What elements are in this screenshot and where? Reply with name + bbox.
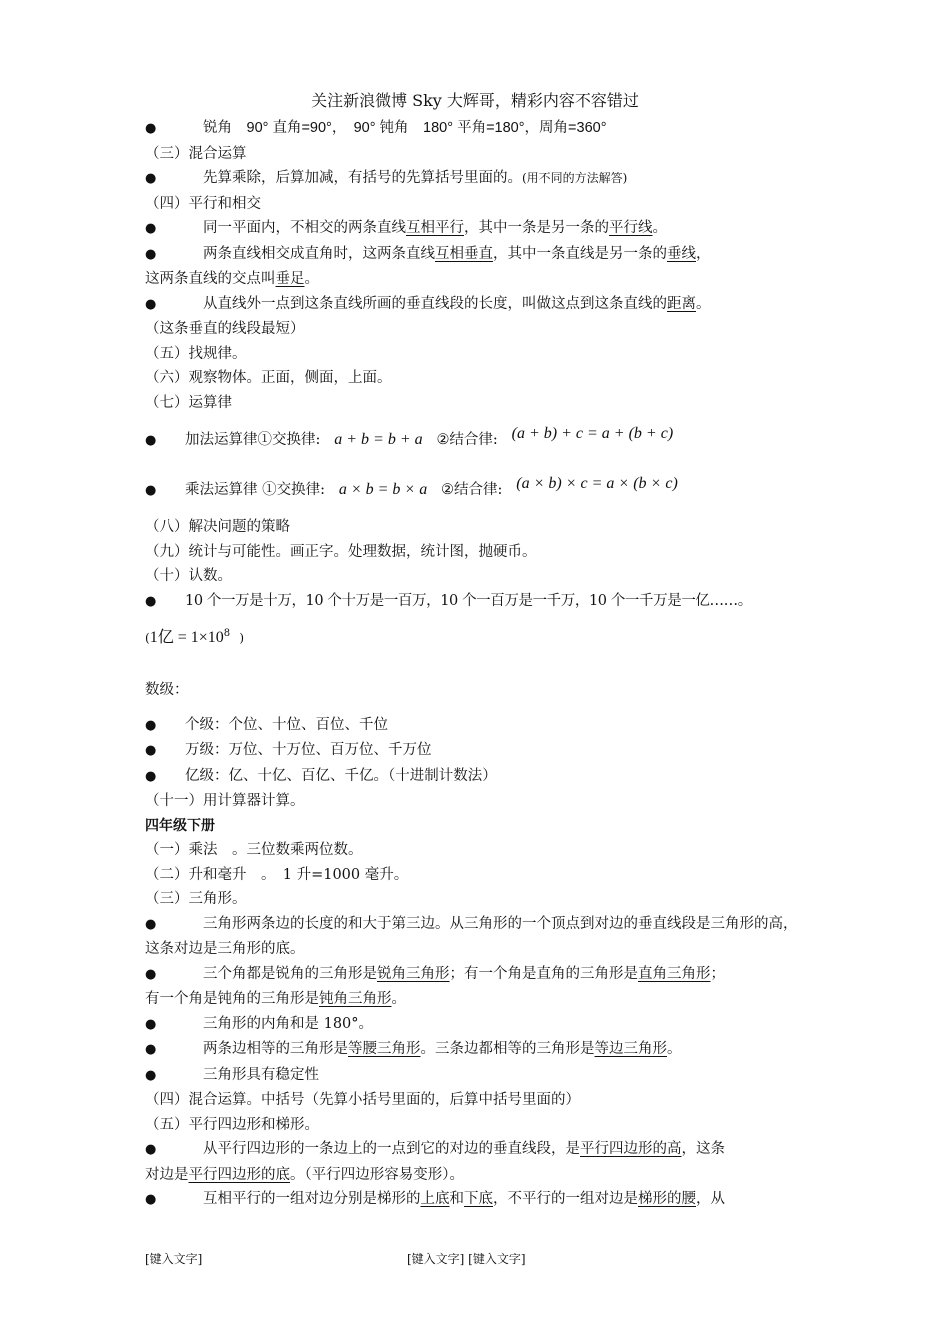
list-item: ● 万级：万位、十万位、百万位、千万位 xyxy=(145,738,810,764)
list-item-continuation: 这两条直线的交点叫垂足。 xyxy=(145,271,319,287)
bullet-icon: ● xyxy=(145,171,157,186)
list-item: ● 互相平行的一组对边分别是梯形的上底和下底，不平行的一组对边是梯形的腰，从 xyxy=(145,1187,810,1213)
note: （这条垂直的线段最短） xyxy=(145,321,305,337)
formula: 1亿 = 1×10 xyxy=(149,628,224,646)
section-heading: （三）三角形。 xyxy=(145,891,247,907)
section-heading: （六）观察物体。正面，侧面，上面。 xyxy=(145,370,392,386)
hundred-million-formula: (1亿 = $1\times 10^8$ ) xyxy=(145,628,245,646)
angle-definitions: ● 锐角 90° 直角=90°， 90° 钝角 180° 平角=180°，周角=360° xyxy=(145,116,810,142)
page-header: 关注新浪微博 Sky 大辉哥，精彩内容不容错过 xyxy=(311,91,639,110)
bullet-icon: ● xyxy=(145,717,157,733)
bullet-icon: ● xyxy=(145,916,157,932)
list-item: ● 从直线外一点到这条直线所画的垂直线段的长度，叫做这点到这条直线的距离。 xyxy=(145,292,810,318)
bullet-icon: ● xyxy=(145,1042,157,1057)
list-item: ● 两条边相等的三角形是等腰三角形。三条边都相等的三角形是等边三角形。 xyxy=(145,1037,810,1063)
section-heading: （三）混合运算 xyxy=(145,145,247,162)
bullet-icon: ● xyxy=(145,221,157,236)
bullet-icon: ● xyxy=(145,1067,157,1083)
section-heading: （九）统计与可能性。画正字。处理数据，统计图，抛硬币。 xyxy=(145,543,537,560)
list-item: ● 10 个一万是十万，10 个十万是一百万，10 个一百万是一千万，10 个一千万是一亿……。 xyxy=(145,589,810,615)
bullet-icon: ● xyxy=(145,296,157,312)
list-item: ● 亿级：亿、十亿、百亿、千亿。（十进制计数法） xyxy=(145,764,810,790)
formula: a + b = b + a xyxy=(334,431,423,448)
section-heading: （一）乘法 。三位数乘两位数。 xyxy=(145,842,363,858)
bullet-icon: ● xyxy=(145,433,157,448)
list-item-continuation: 对边是平行四边形的底。（平行四边形容易变形）。 xyxy=(145,1166,464,1183)
bullet-icon: ● xyxy=(145,768,157,784)
list-item: ● 先算乘除，后算加减，有括号的先算括号里面的。(用不同的方法解答) xyxy=(145,166,810,192)
list-item-continuation: 有一个角是钝角的三角形是钝角三角形。 xyxy=(145,991,406,1007)
list-item: ● 三角形的内角和是 180°。 xyxy=(145,1012,810,1038)
bullet-icon: ● xyxy=(145,966,157,982)
list-item: ● 三角形两条边的长度的和大于第三边。从三角形的一个顶点到对边的垂直线段是三角形的高，这条对边是三角形的底。 xyxy=(145,912,810,962)
footer-center[interactable]: [键入文字] [键入文字] xyxy=(407,1252,526,1266)
footer-left[interactable]: [键入文字] xyxy=(145,1252,203,1266)
list-item: ● 三个角都是锐角的三角形是锐角三角形；有一个角是直角的三角形是直角三角形； xyxy=(145,962,810,988)
section-heading: （五）平行四边形和梯形。 xyxy=(145,1116,319,1133)
section-heading: （七）运算律 xyxy=(145,394,232,411)
section-heading: （四）平行和相交 xyxy=(145,195,261,212)
list-item: ● 从平行四边形的一条边上的一点到它的对边的垂直线段，是平行四边形的高，这条 xyxy=(145,1137,810,1163)
bullet-icon: ● xyxy=(145,1016,157,1032)
section-heading: （十）认数。 xyxy=(145,568,232,584)
bullet-icon: ● xyxy=(145,483,157,498)
multiplication-law: ● 乘法运算律 ①交换律: a × b = b × a ②结合律: (a × b) × c = a × (b × c) xyxy=(145,465,810,515)
section-heading: （四）混合运算。中括号（先算小括号里面的，后算中括号里面的） xyxy=(145,1092,580,1108)
addition-law: ● 加法运算律①交换律: a + b = b + a ②结合律: (a + b) + c = a + (b + c) xyxy=(145,415,810,465)
list-item: ● 个级：个位、十位、百位、千位 xyxy=(145,713,810,739)
list-item: ● 三角形具有稳定性 xyxy=(145,1063,810,1089)
section-heading: （五）找规律。 xyxy=(145,345,247,362)
section-heading: （八）解决问题的策略 xyxy=(145,519,290,535)
bullet-icon: ● xyxy=(145,1192,157,1207)
bullet-icon: ● xyxy=(145,743,157,758)
formula: a × b = b × a xyxy=(338,481,428,498)
document-body xyxy=(145,116,810,1213)
bullet-icon: ● xyxy=(145,246,157,262)
list-item: ● 同一平面内，不相交的两条直线互相平行，其中一条是另一条的平行线。 xyxy=(145,216,810,242)
bullet-icon: ● xyxy=(145,121,157,136)
formula: (a × b) × c = a × (b × c) xyxy=(516,475,678,492)
formula: (a + b) + c = a + (b + c) xyxy=(511,425,674,442)
section-heading: （十一）用计算器计算。 xyxy=(145,793,305,809)
list-item: ● 两条直线相交成直角时，这两条直线互相垂直，其中一条直线是另一条的垂线， xyxy=(145,242,810,268)
bullet-icon: ● xyxy=(145,1142,157,1157)
levels-heading: 数级： xyxy=(145,682,189,698)
bullet-icon: ● xyxy=(145,593,156,609)
section-heading: （二）升和毫升 。 1 升=1000 毫升。 xyxy=(145,866,409,883)
grade-heading: 四年级下册 xyxy=(145,817,215,834)
